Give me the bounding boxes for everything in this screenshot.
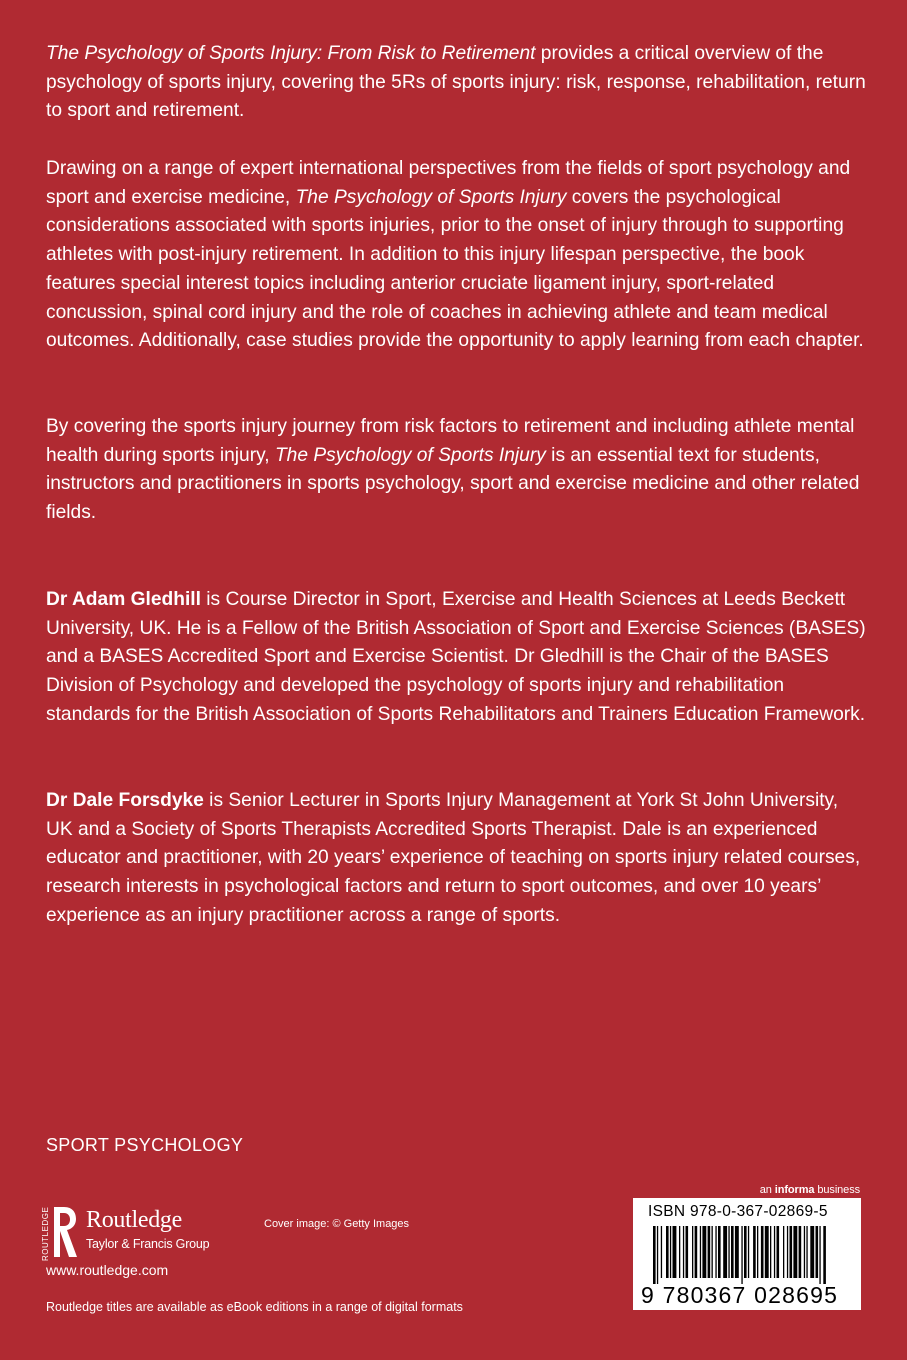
barcode-bar: [761, 1226, 764, 1278]
author-bio-text: is Course Director in Sport, Exercise and Health Sciences at Leeds Beckett University, UK. He is a Fellow of the British Association of Sport and Exercise Sciences (BASES) and a BASES Accredited Sport and Exercise Scientist. Dr Gledhill is the Chair of the BASES Division of Psychology and developed the psychology of sports injury and rehabilitation standards for the British Association of Sports Rehabilitators and Trainers Education Framework.: [46, 589, 866, 725]
barcode-bar: [723, 1226, 727, 1278]
blurb-paragraph-3: [46, 413, 866, 528]
barcode-bar: [804, 1226, 805, 1278]
cover-image-credit: Cover image: © Getty Images: [264, 1218, 410, 1230]
subject-category: SPORT PSYCHOLOGY: [46, 1135, 244, 1155]
barcode-bar: [679, 1226, 680, 1278]
barcode-bar: [744, 1226, 747, 1278]
blurb-text: provides a critical overview of the psychology of sports injury, covering the 5Rs of sports injury: risk, response, rehabilitation, return to sport and retirement.: [46, 43, 866, 122]
blurb-paragraph-2: [46, 155, 866, 356]
barcode-bar: [810, 1226, 814, 1278]
author-name: Dr Dale Forsdyke: [46, 790, 204, 811]
publisher-name: Routledge: [86, 1207, 182, 1233]
barcode-bar: [774, 1226, 775, 1278]
barcode-bar: [731, 1226, 734, 1278]
barcode-bar: [787, 1226, 788, 1278]
barcode-bar: [708, 1226, 711, 1278]
barcode-bar: [783, 1226, 784, 1278]
blurb-text: covers the psychological considerations associated with sports injuries, prior to the onset of injury through to supporting athletes with post-injury retirement. In addition to this injury lifespan perspective, the book features special interest topics including anterior cruciate ligament injury, sport-related concussion, spinal cord injury and the role of coaches in achieving athlete and team medical outcomes. Additionally, case studies provide the opportunity to apply learning from each chapter.: [46, 186, 864, 352]
barcode-bar: [661, 1226, 662, 1278]
barcode-bar: [715, 1226, 716, 1278]
barcode-bar: [819, 1226, 820, 1284]
barcode-digits: 9 780367 028695: [641, 1282, 839, 1308]
barcode-bar: [673, 1226, 677, 1278]
barcode-bar: [712, 1226, 713, 1278]
author-bio-text: is Senior Lecturer in Sports Injury Management at York St John University, UK and a Society of Sports Therapists Accredited Sports Therapist. Dale is an experienced educator and practitioner, with 20 years’ experience of teaching on sports injury related courses, research interests in psychological factors and return to sport outcomes, and over 10 years’ experience as an injury practitioner across a range of sports.: [46, 790, 861, 926]
informa-suffix: business: [814, 1184, 860, 1196]
barcode-bar: [823, 1226, 826, 1284]
publisher-group: Taylor & Francis Group: [86, 1237, 210, 1251]
barcode-bar: [748, 1226, 749, 1278]
barcode-bar: [790, 1226, 793, 1278]
author-bio-forsdyke: [46, 787, 866, 931]
blurb-paragraph-1: [46, 40, 866, 126]
routledge-r-icon: [40, 1205, 76, 1259]
barcode-bar: [806, 1226, 807, 1278]
author-bio-gledhill: [46, 586, 866, 730]
barcode-bar: [757, 1226, 758, 1278]
logo-vertical-text: ROUTLEDGE: [41, 1206, 50, 1261]
publisher-logo: [40, 1203, 280, 1259]
informa-business-tag: [760, 1184, 860, 1196]
barcode-bar: [702, 1226, 706, 1278]
routledge-r-glyph: [52, 1205, 78, 1259]
barcode-bar: [753, 1226, 756, 1278]
blurb-text: is an essential text for students, instructors and practitioners in sports psychology, sport and exercise medicine and other related fields.: [46, 444, 860, 524]
author-name: Dr Adam Gledhill: [46, 589, 201, 610]
barcode-bar: [728, 1226, 729, 1278]
isbn-label: ISBN 978-0-367-02869-5: [648, 1203, 828, 1220]
barcode-bar: [670, 1226, 671, 1278]
barcode-bar: [653, 1226, 656, 1284]
barcode-label: [633, 1198, 861, 1310]
barcode-bar: [692, 1226, 693, 1278]
book-title-italic: The Psychology of Sports Injury: From Risk to Retirement: [46, 43, 536, 64]
publisher-website[interactable]: www.routledge.com: [46, 1262, 169, 1278]
barcode-bar: [735, 1226, 739, 1278]
barcode-bar: [793, 1226, 797, 1278]
blurb-text: By covering the sports injury journey from risk factors to retirement and including athlete mental health during sports injury,: [46, 416, 855, 466]
barcode-bar: [686, 1226, 689, 1278]
barcode-bar: [770, 1226, 771, 1278]
barcode-bar: [666, 1226, 669, 1278]
informa-brand: informa: [774, 1184, 815, 1196]
book-title-italic: The Psychology of Sports Injury: [274, 444, 546, 466]
barcode-bar: [718, 1226, 721, 1278]
barcode-bar: [741, 1226, 742, 1284]
ebook-availability-note: Routledge titles are available as eBook editions in a range of digital formats: [46, 1300, 463, 1314]
barcode-bar: [816, 1226, 819, 1278]
barcode-bar: [657, 1226, 658, 1284]
barcode-bar: [700, 1226, 701, 1278]
informa-prefix: an: [759, 1184, 775, 1196]
barcode-bar: [799, 1226, 802, 1278]
barcode-bar: [683, 1226, 684, 1278]
blurb-text: Drawing on a range of expert international perspectives from the fields of sport psychology and sport and exercise medicine,: [46, 158, 851, 208]
barcode-bar: [765, 1226, 769, 1278]
book-title-italic: The Psychology of Sports Injury: [295, 186, 567, 208]
barcode-bar: [777, 1226, 780, 1278]
barcode-bar: [695, 1226, 698, 1278]
